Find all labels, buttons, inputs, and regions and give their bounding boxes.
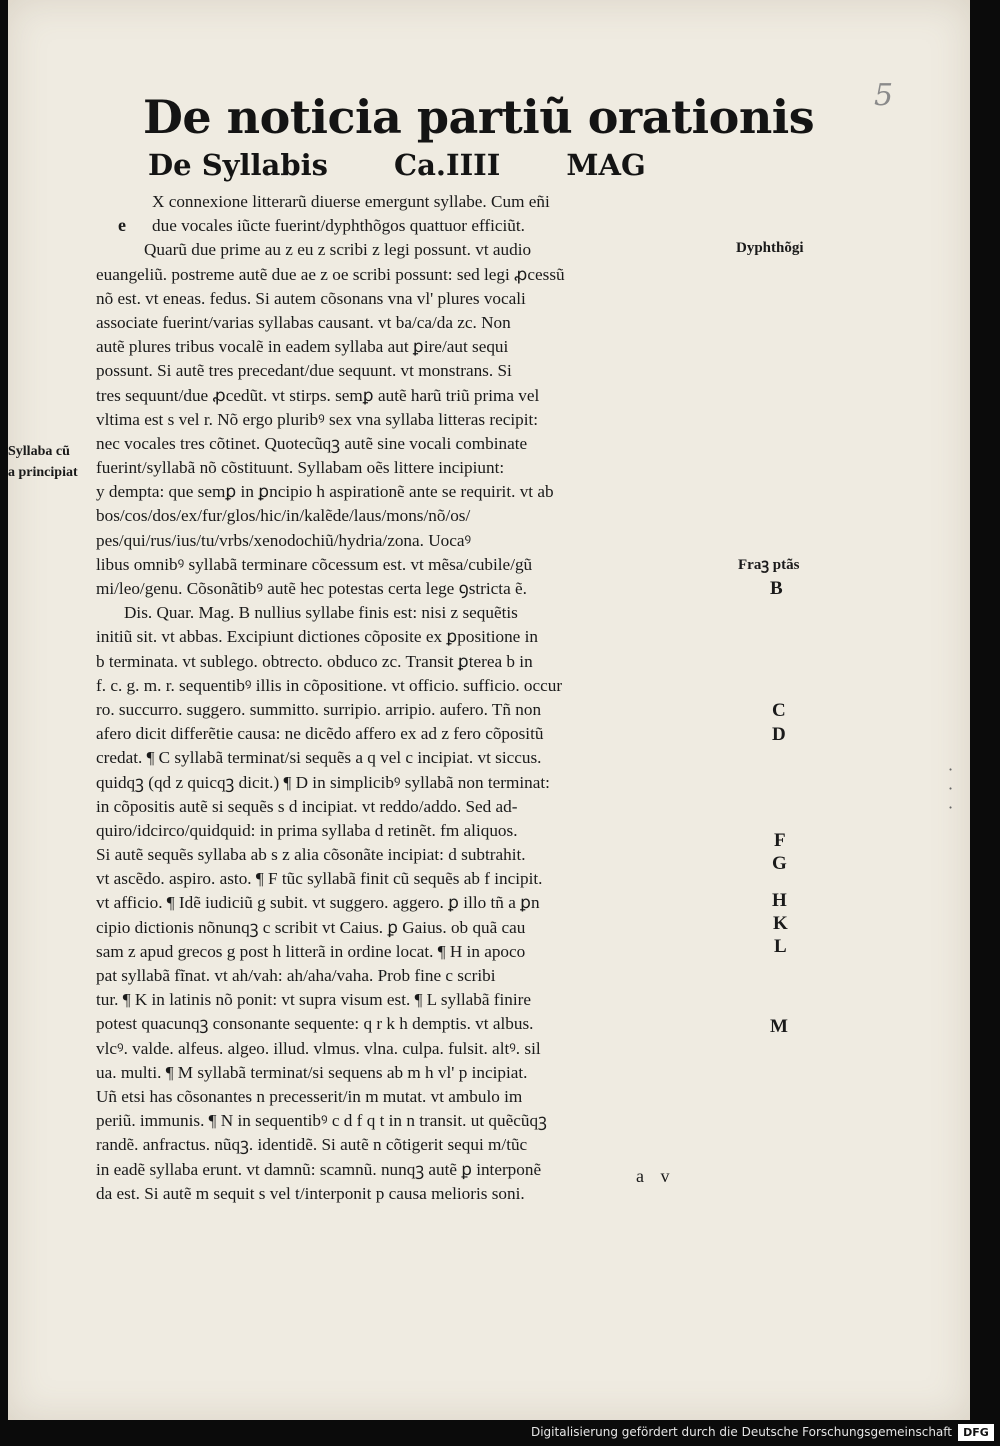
page-number: 5	[874, 78, 894, 113]
margin-note-frax: Fraꝫ ptãs	[738, 557, 800, 573]
text-line: in eadẽ syllaba erunt. vt damnũ: scamnũ. nunqꝫ autẽ ꝑ interponẽ	[96, 1159, 542, 1179]
text-line: cipio dictionis nõnunqꝫ c scribit vt Caius. ꝑ Gaius. ob quã cau	[96, 917, 526, 937]
text-line: vltima est s vel r. Nõ ergo pluribꝰ sex vna syllaba litteras recipit:	[96, 409, 539, 429]
text-line: due vocales iũcte fuerint/dyphthõgos quattuor efficiũt.	[152, 216, 525, 236]
margin-letter-l: L	[774, 936, 787, 957]
body-text	[96, 190, 736, 1206]
chapter-heading	[148, 148, 702, 182]
margin-letter-c: C	[772, 700, 786, 721]
text-line: associate fuerint/varias syllabas causant. vt ba/ca/da zc. Non	[96, 312, 511, 332]
margin-letter-f: F	[774, 830, 786, 851]
text-line: Si autẽ sequẽs syllaba ab s z alia cõsonãte incipiat: d subtrahit.	[96, 845, 526, 865]
text-line: possunt. Si autẽ tres precedant/due sequunt. vt monstrans. Si	[96, 361, 512, 381]
footer-credit: Digitalisierung gefördert durch die Deutsche Forschungsgemeinschaft	[530, 1425, 952, 1439]
text-line: ro. succurro. suggero. summitto. surripio. arripio. aufero. Tñ non	[96, 699, 542, 719]
text-line: fuerint/syllabã nõ cõstituunt. Syllabam oẽs littere incipiunt:	[96, 458, 505, 478]
text-line: quidqꝫ (qd z quicqꝫ dicit.) ¶ D in simplicibꝰ syllabã non terminat:	[96, 772, 550, 792]
text-line: initiũ sit. vt abbas. Excipiunt dictiones cõposite ex ꝑpositione in	[96, 627, 538, 647]
text-line: mi/leo/genu. Cõsonãtibꝰ autẽ hec potestas certa lege ꝯstricta ẽ.	[96, 579, 527, 598]
text-line: bos/cos/dos/ex/fur/glos/hic/in/kalẽde/laus/mons/nõ/os/	[96, 506, 471, 526]
footer-bar	[0, 1420, 1000, 1446]
margin-letter-h: H	[772, 890, 787, 911]
dfg-logo: DFG	[958, 1424, 994, 1441]
text-line: Uñ etsi has cõsonantes n precesserit/in m mutat. vt ambulo im	[96, 1086, 523, 1106]
margin-letter-d: D	[772, 724, 786, 745]
text-line: autẽ plures tribus vocalẽ in eadem syllaba aut ꝑire/aut sequi	[96, 337, 509, 357]
text-line: nõ est. vt eneas. fedus. Si autem cõsonans vna vl' plures vocali	[96, 288, 526, 308]
document-page	[8, 0, 970, 1420]
page-title: De noticia partiũ orationis	[143, 90, 815, 144]
chapter-title: De Syllabis	[148, 148, 328, 182]
scan-edge-marks: · · ·	[948, 760, 958, 817]
text-line: X connexione litterarũ diuerse emergunt syllabe. Cum eñi	[152, 192, 550, 211]
text-line: da est. Si autẽ m sequit s vel t/interponit p causa melioris soni.	[96, 1183, 525, 1203]
text-line: pes/qui/rus/ius/tu/vrbs/xenodochiũ/hydria/zona. Uocaꝰ	[96, 530, 472, 550]
text-line: tres sequunt/due ꝓcedũt. vt stirps. semꝑ autẽ harũ triũ prima vel	[96, 385, 540, 405]
text-line: y dempta: que semꝑ in ꝑncipio h aspirationẽ ante se requirit. vt ab	[96, 482, 554, 502]
text-line: libus omnibꝰ syllabã terminare cõcessum est. vt mẽsa/cubile/gũ	[96, 554, 533, 574]
margin-letter-k: K	[773, 913, 788, 934]
text-line: credat. ¶ C syllabã terminat/si sequẽs a q vel c incipiat. vt siccus.	[96, 748, 542, 768]
text-line: afero dicit differẽtie causa: ne dicẽdo affero ex ad z fero cõpositũ	[96, 724, 544, 744]
margin-letter-e: e	[118, 215, 126, 235]
chapter-number: Ca.IIII	[394, 148, 501, 182]
text-line: potest quacunqꝫ consonante sequente: q r k h demptis. vt albus.	[96, 1014, 534, 1034]
text-line: periũ. immunis. ¶ N in sequentibꝰ c d f q t in n transit. ut quẽcũqꝫ	[96, 1111, 547, 1131]
text-line: ua. multi. ¶ M syllabã terminat/si sequens ab m h vl' p incipiat.	[96, 1062, 528, 1082]
text-line: tur. ¶ K in latinis nõ ponit: vt supra visum est. ¶ L syllabã finire	[96, 990, 532, 1010]
text-line: b terminata. vt sublego. obtrecto. obduco zc. Transit ꝑterea b in	[96, 651, 533, 671]
margin-note-dyphthongi: Dyphthõgi	[736, 240, 804, 256]
text-line: vt ascẽdo. aspiro. asto. ¶ F tũc syllabã finit cũ sequẽs ab f incipit.	[96, 869, 543, 889]
text-line: quiro/idcirco/quidquid: in prima syllaba d retinẽt. fm aliquos.	[96, 820, 518, 840]
text-line: vlcꝰ. valde. alfeus. algeo. illud. vlmus. vlna. culpa. fulsit. altꝰ. sil	[96, 1038, 541, 1058]
text-line: vt afficio. ¶ Idẽ iudiciũ g subit. vt suggero. aggero. ꝑ illo tñ a ꝑn	[96, 893, 540, 913]
text-line: euangeliũ. postreme autẽ due ae z oe scribi possunt: sed legi ꝓcessũ	[96, 264, 565, 284]
text-line: pat syllabã fĩnat. vt ah/vah: ah/aha/vaha. Prob fine c scribi	[96, 966, 496, 985]
text-line: randẽ. anfractus. nũqꝫ. identidẽ. Si autẽ n cõtigerit sequi m/tũc	[96, 1135, 528, 1155]
text-line: in cõpositis autẽ si sequẽs s d incipiat. vt reddo/addo. Sed ad-	[96, 796, 518, 816]
margin-note-principiat: a principiat	[8, 465, 78, 480]
text-line: Dis. Quar. Mag. B nullius syllabe finis est: nisi z sequẽtis	[124, 603, 518, 623]
signature-mark: a v	[636, 1166, 676, 1186]
margin-letter-g: G	[772, 853, 787, 874]
margin-letter-m: M	[770, 1016, 788, 1037]
text-line: sam z apud grecos g post h litterã in ordine locat. ¶ H in apoco	[96, 941, 526, 961]
margin-letter-b: B	[770, 578, 783, 599]
chapter-ornament: MAG	[566, 148, 646, 182]
text-line: nec vocales tres cõtinet. Quotecũqꝫ autẽ sine vocali combinate	[96, 433, 528, 453]
text-line: f. c. g. m. r. sequentibꝰ illis in cõpositione. vt officio. sufficio. occur	[96, 675, 563, 695]
text-line: Quarũ due prime au z eu z scribi z legi possunt. vt audio	[144, 240, 532, 260]
margin-note-syllaba: Syllaba cũ	[8, 444, 70, 459]
